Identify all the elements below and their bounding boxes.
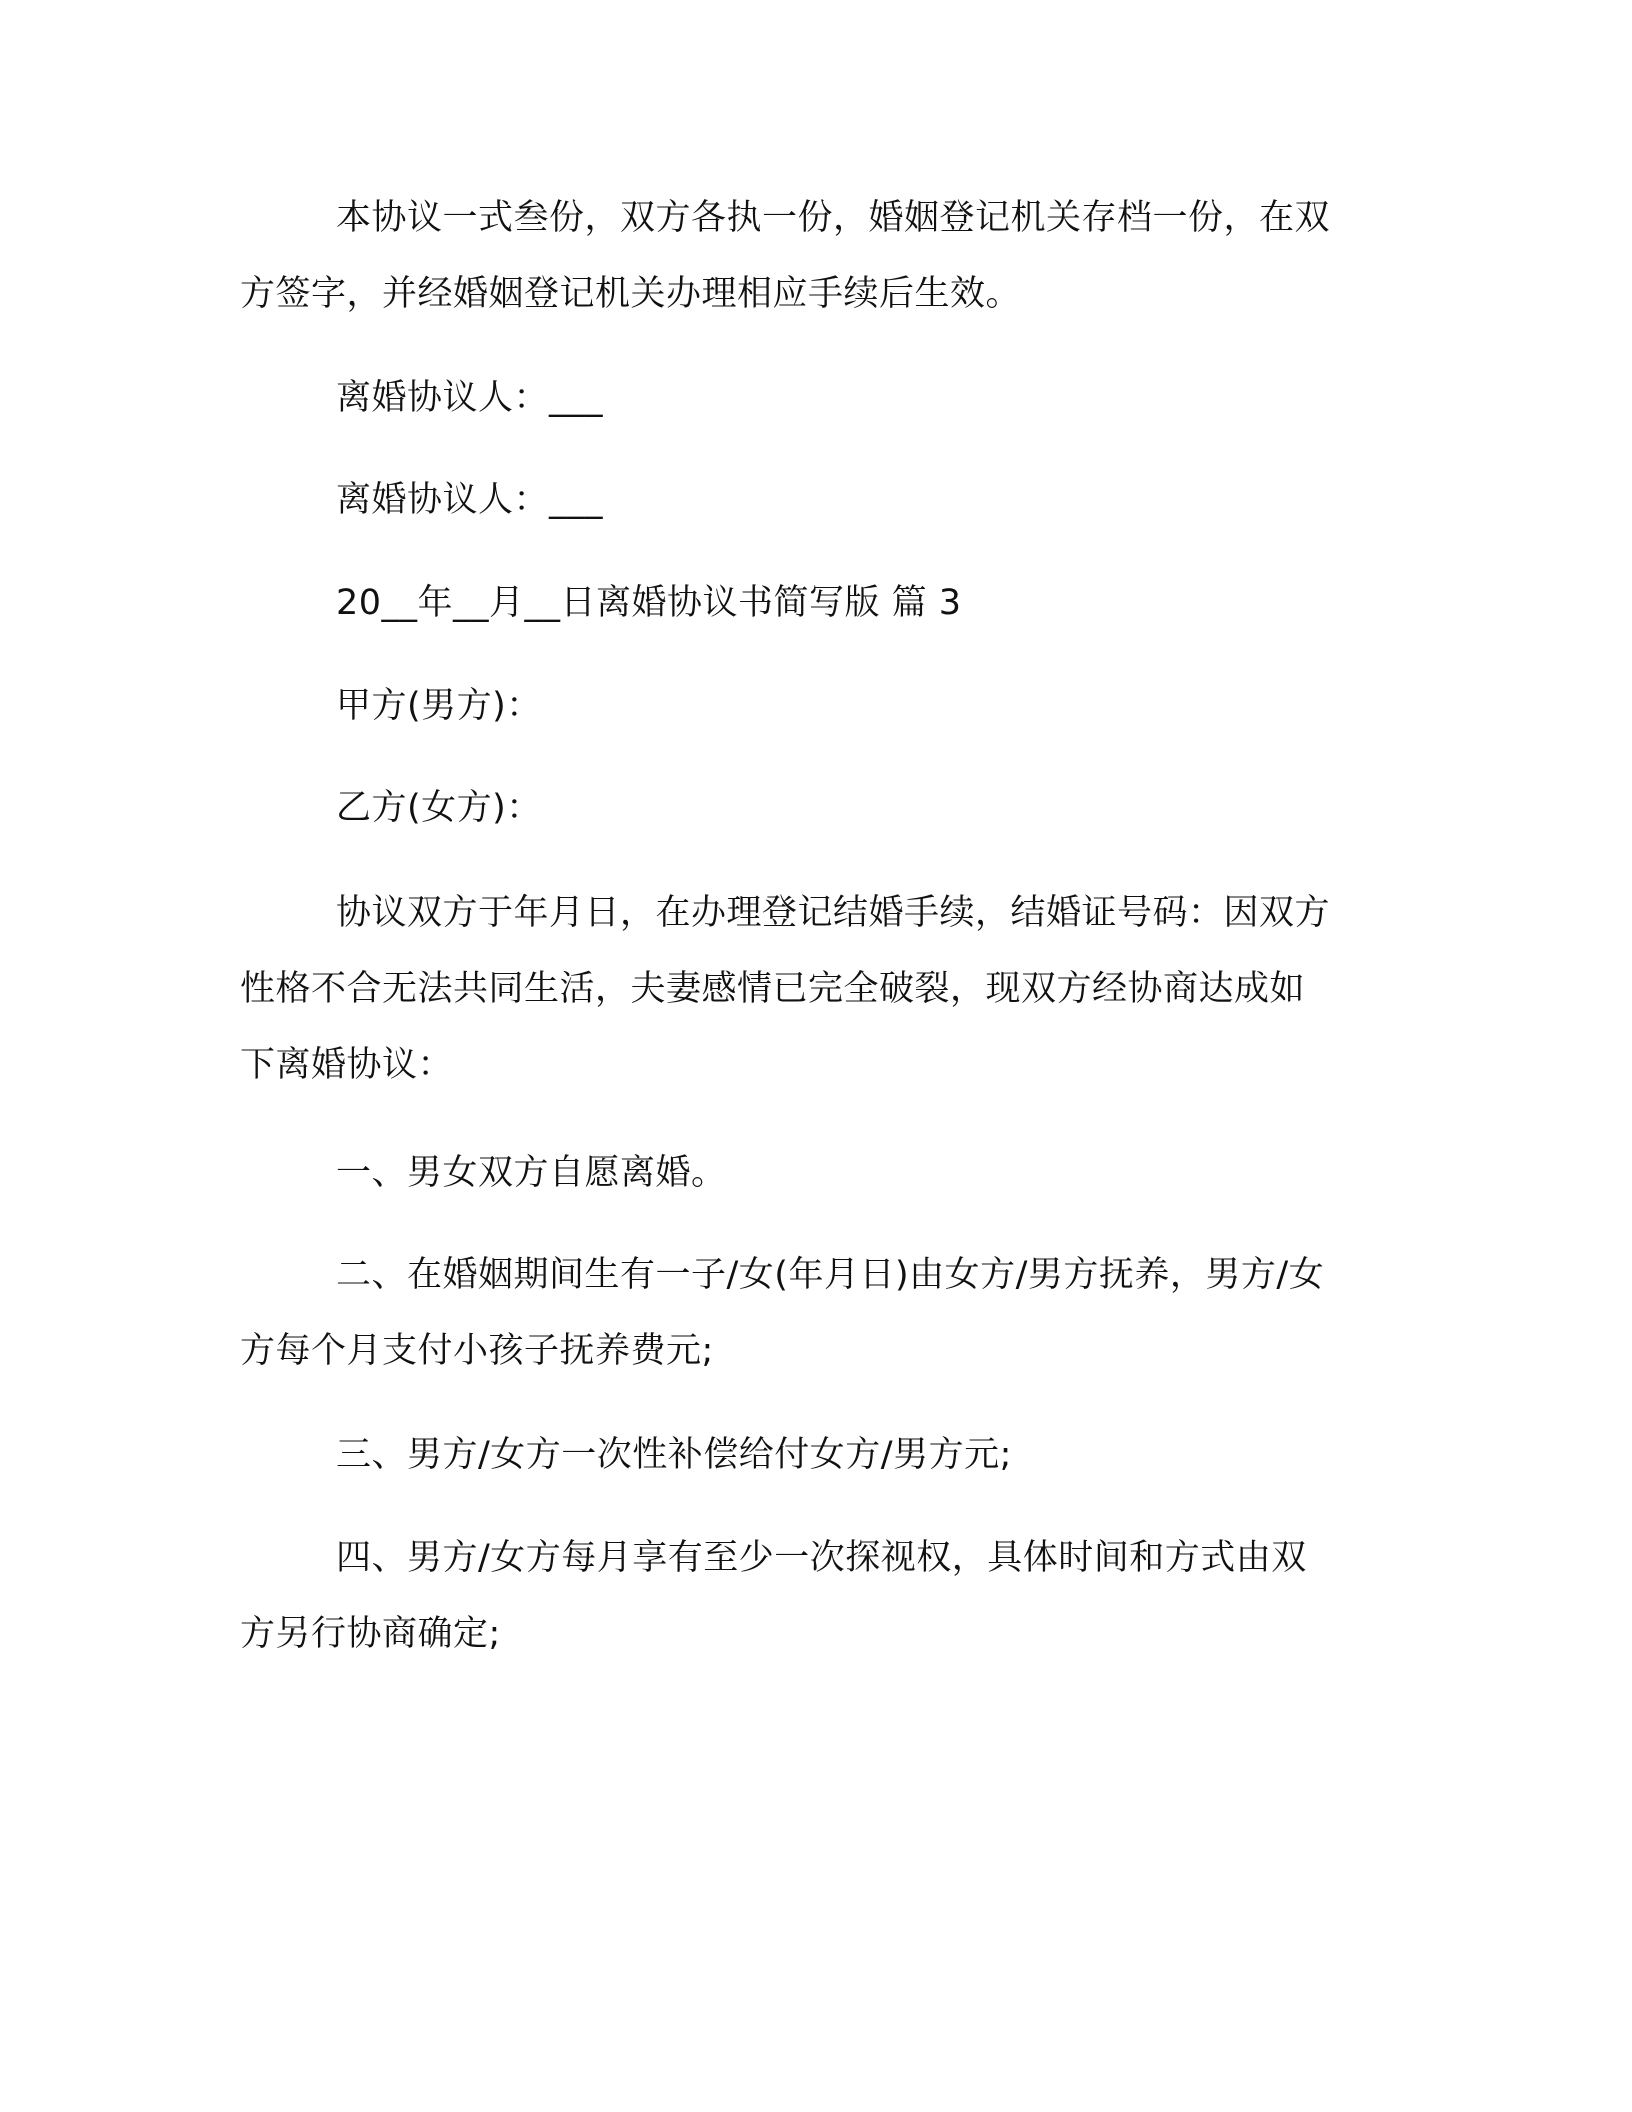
- signer-label: 离婚协议人：___: [336, 480, 604, 520]
- party-b: [240, 770, 1390, 846]
- heading-text: 20__年__月__日离婚协议书简写版 篇 3: [336, 583, 962, 623]
- section-heading: [240, 565, 1390, 641]
- clause-line: 二、在婚姻期间生有一子/女(年月日)由女方/男方抚养，男方/女: [336, 1255, 1325, 1295]
- paragraph-line: 方签字，并经婚姻登记机关办理相应手续后生效。: [240, 274, 1022, 314]
- signer-line: [240, 360, 1390, 436]
- party-b-label: 乙方(女方)：: [336, 788, 542, 828]
- signer-line: [240, 462, 1390, 538]
- clause-1: [240, 1135, 1390, 1211]
- paragraph-line: 协议双方于年月日，在办理登记结婚手续，结婚证号码：因双方: [336, 893, 1331, 933]
- paragraph-line: 性格不合无法共同生活，夫妻感情已完全破裂，现双方经协商达成如: [240, 969, 1306, 1009]
- party-a: [240, 668, 1390, 744]
- clause-3: [240, 1417, 1390, 1493]
- party-a-label: 甲方(男方)：: [336, 686, 542, 726]
- clause-line: 三、男方/女方一次性补偿给付女方/男方元;: [336, 1435, 1012, 1475]
- paragraph-line: 下离婚协议：: [240, 1045, 454, 1085]
- clause-line: 方每个月支付小孩子抚养费元;: [240, 1331, 714, 1371]
- paragraph-copies: [240, 180, 1390, 332]
- signer-label: 离婚协议人：___: [336, 378, 604, 418]
- paragraph-intro: [240, 875, 1390, 1103]
- clause-line: 四、男方/女方每月享有至少一次探视权，具体时间和方式由双: [336, 1538, 1307, 1578]
- clause-line: 一、男女双方自愿离婚。: [336, 1153, 727, 1193]
- clause-4: [240, 1520, 1390, 1672]
- paragraph-line: 本协议一式叁份，双方各执一份，婚姻登记机关存档一份，在双: [336, 198, 1331, 238]
- clause-line: 方另行协商确定;: [240, 1614, 501, 1654]
- clause-2: [240, 1237, 1390, 1389]
